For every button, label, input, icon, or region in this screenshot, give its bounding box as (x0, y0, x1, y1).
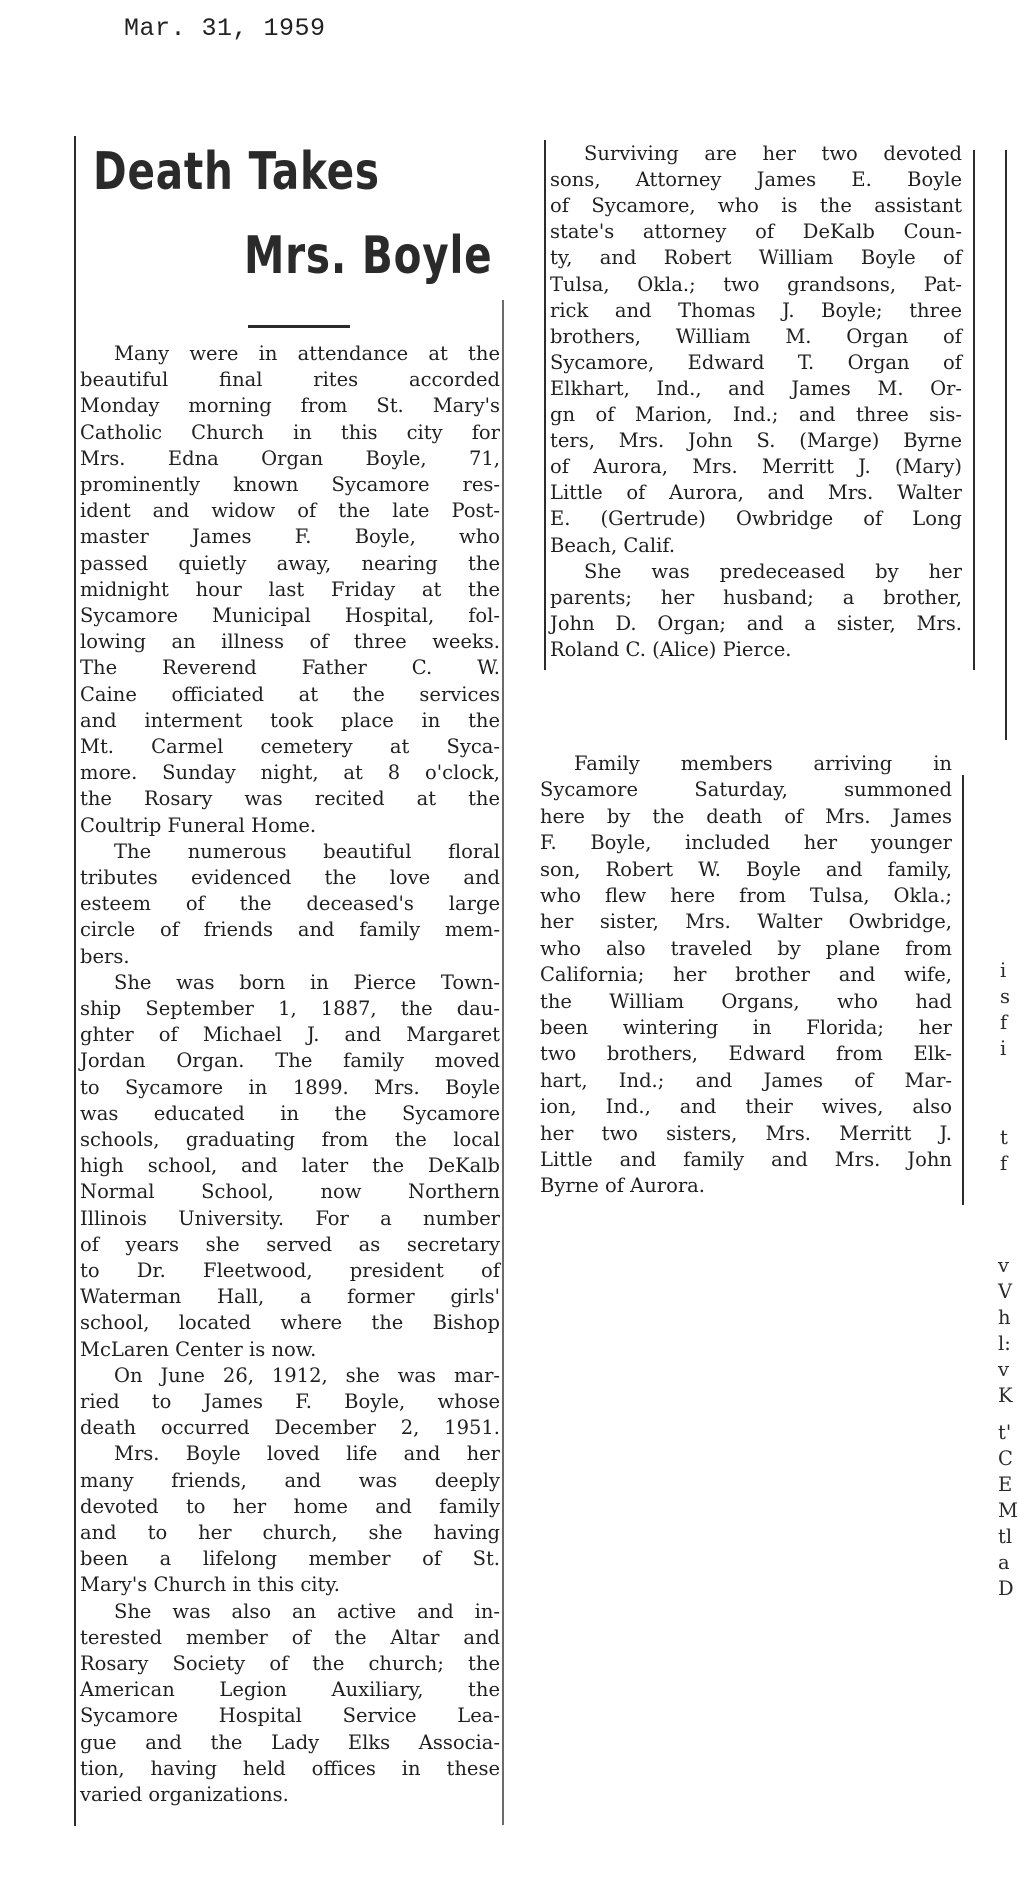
text-line: Mrs. Boyle loved life and her (114, 1442, 500, 1466)
text-line: and interment took place in the (80, 708, 500, 732)
text-line: On June 26, 1912, she was mar- (114, 1363, 500, 1387)
text-line: two brothers, Edward from Elk- (540, 1042, 952, 1066)
text-line: Normal School, now Northern (80, 1180, 500, 1204)
text-line: lowing an illness of three weeks. (80, 630, 500, 654)
headline-divider (248, 325, 350, 328)
text-line: schools, graduating from the local (80, 1128, 500, 1151)
text-line: Surviving are her two devoted (584, 142, 962, 165)
text-line: ghter of Michael J. and Margaret (80, 1023, 500, 1047)
text-line: Jordan Organ. The family moved (80, 1049, 500, 1073)
text-line: ident and widow of the late Post- (80, 499, 500, 523)
edge-fragment-char: M (998, 1499, 1018, 1522)
text-line: Mary's Church in this city. (80, 1573, 340, 1597)
text-line: F. Boyle, included her younger (540, 831, 952, 855)
text-line: Sycamore Hospital Service Lea- (80, 1704, 500, 1728)
text-line: ried to James F. Boyle, whose (80, 1390, 500, 1413)
text-line: bers. (80, 944, 130, 968)
text-line: her sister, Mrs. Walter Owbridge, (540, 910, 952, 934)
text-line: midnight hour last Friday at the (80, 577, 500, 601)
text-line: ty, and Robert William Boyle of (550, 246, 962, 270)
edge-fragment-char: V (998, 1280, 1013, 1303)
right-column-right-rule (973, 150, 975, 670)
edge-fragment-char: C (998, 1447, 1013, 1470)
edge-fragment-char: t' (998, 1421, 1012, 1444)
text-line: of Aurora, Mrs. Merritt J. (Mary) (550, 455, 962, 479)
text-line: rick and Thomas J. Boyle; three (550, 298, 962, 322)
far-right-rule (1005, 150, 1007, 740)
text-line: brothers, William M. Organ of (550, 324, 962, 348)
clipping-date: Mar. 31, 1959 (124, 14, 326, 43)
text-line: devoted to her home and family (80, 1494, 500, 1518)
text-line: Sycamore Municipal Hospital, fol- (80, 604, 500, 627)
text-line: Little and family and Mrs. John (540, 1148, 952, 1171)
edge-fragment-char: h (998, 1306, 1011, 1329)
text-line: Family members arriving in (574, 752, 952, 775)
text-line: Many were in attendance at the (114, 342, 500, 365)
text-line: terested member of the Altar and (80, 1625, 500, 1649)
right-column-bottom-rule (962, 775, 964, 1205)
text-line: was educated in the Sycamore (80, 1101, 500, 1125)
text-line: her two sisters, Mrs. Merritt J. (540, 1121, 952, 1145)
text-line: death occurred December 2, 1951. (80, 1416, 500, 1440)
headline-line-1: Death Takes (93, 142, 380, 202)
text-line: She was predeceased by her (584, 559, 962, 583)
headline-line-2: Mrs. Boyle (244, 226, 493, 286)
text-line: and to her church, she having (80, 1521, 500, 1544)
text-line: The numerous beautiful floral (114, 839, 500, 863)
text-line: circle of friends and family mem- (80, 918, 500, 942)
edge-fragment-group-4 (998, 1420, 1018, 1602)
text-line: Monday morning from St. Mary's (80, 394, 500, 418)
edge-fragment-char: K (998, 1384, 1013, 1407)
right-column-left-rule (544, 140, 546, 670)
text-line: Tulsa, Okla.; two grandsons, Pat- (550, 272, 962, 296)
text-line: who flew here from Tulsa, Okla.; (540, 884, 952, 907)
text-line: been a lifelong member of St. (80, 1547, 500, 1571)
text-line: Beach, Calif. (550, 533, 676, 557)
text-line: Little of Aurora, and Mrs. Walter (550, 481, 962, 505)
text-line: master James F. Boyle, who (80, 525, 500, 549)
text-line: tributes evidenced the love and (80, 866, 500, 889)
text-line: son, Robert W. Boyle and family, (540, 857, 952, 881)
text-line: the Rosary was recited at the (80, 787, 500, 811)
text-line: ion, Ind., and their wives, also (540, 1095, 952, 1119)
left-column-right-rule (502, 300, 504, 1825)
edge-fragment-char: l: (998, 1332, 1011, 1355)
left-column-rule (74, 136, 76, 1826)
edge-fragment-char: a (998, 1551, 1010, 1574)
text-line: She was born in Pierce Town- (114, 970, 500, 994)
text-line: ship September 1, 1887, the dau- (80, 997, 500, 1020)
text-line: Caine officiated at the services (80, 682, 500, 706)
edge-fragment-char: D (998, 1577, 1014, 1600)
text-line: varied organizations. (80, 1783, 289, 1806)
text-line: California; her brother and wife, (540, 963, 952, 987)
text-line: gue and the Lady Elks Associa- (80, 1730, 500, 1754)
text-line: prominently known Sycamore res- (80, 473, 500, 496)
edge-fragment-group-1 (1000, 958, 1010, 1062)
text-line: Roland C. (Alice) Pierce. (550, 637, 792, 661)
text-line: passed quietly away, nearing the (80, 551, 500, 575)
text-line: of Sycamore, who is the assistant (550, 194, 962, 218)
text-line: McLaren Center is now. (80, 1337, 317, 1361)
text-line: Coultrip Funeral Home. (80, 813, 317, 837)
text-line: gn of Marion, Ind.; and three sis- (550, 403, 962, 426)
text-line: school, located where the Bishop (80, 1311, 500, 1335)
text-line: more. Sunday night, at 8 o'clock, (80, 761, 500, 785)
text-line: E. (Gertrude) Owbridge of Long (550, 507, 962, 531)
text-line: to Dr. Fleetwood, president of (80, 1259, 500, 1282)
text-line: state's attorney of DeKalb Coun- (550, 220, 962, 244)
text-line: esteem of the deceased's large (80, 892, 500, 916)
text-line: Mt. Carmel cemetery at Syca- (80, 735, 500, 758)
edge-fragment-char: f (1000, 1011, 1008, 1034)
text-line: been wintering in Florida; her (540, 1016, 952, 1039)
edge-fragment-char: i (1000, 1037, 1007, 1060)
text-line: Mrs. Edna Organ Boyle, 71, (80, 446, 500, 470)
text-line: Waterman Hall, a former girls' (80, 1285, 500, 1309)
text-line: tion, having held offices in these (80, 1756, 500, 1780)
text-line: Elkhart, Ind., and James M. Or- (550, 376, 962, 400)
edge-fragment-char: i (1000, 959, 1007, 982)
edge-fragment-group-3 (998, 1253, 1013, 1409)
text-line: many friends, and was deeply (80, 1468, 500, 1492)
edge-fragment-char: E (998, 1473, 1013, 1496)
text-line: beautiful final rites accorded (80, 368, 500, 392)
text-line: to Sycamore in 1899. Mrs. Boyle (80, 1075, 500, 1099)
text-line: ters, Mrs. John S. (Marge) Byrne (550, 429, 962, 453)
text-line: Sycamore Saturday, summoned (540, 778, 952, 802)
edge-fragment-char: s (1000, 985, 1011, 1008)
text-line: hart, Ind.; and James of Mar- (540, 1068, 952, 1092)
text-line: The Reverend Father C. W. (80, 656, 500, 680)
text-line: American Legion Auxiliary, the (80, 1678, 500, 1702)
text-line: who also traveled by plane from (540, 936, 952, 960)
edge-fragment-group-2 (1000, 1125, 1008, 1177)
text-line: here by the death of Mrs. James (540, 804, 952, 828)
edge-fragment-char: f (1000, 1152, 1008, 1175)
text-line: high school, and later the DeKalb (80, 1154, 500, 1178)
text-line: Byrne of Aurora. (540, 1174, 705, 1198)
edge-fragment-char: v (998, 1358, 1010, 1381)
text-line: Catholic Church in this city for (80, 420, 500, 444)
text-line: John D. Organ; and a sister, Mrs. (550, 611, 962, 635)
text-line: parents; her husband; a brother, (550, 585, 962, 609)
text-line: She was also an active and in- (114, 1599, 500, 1623)
edge-fragment-char: t (1000, 1126, 1008, 1149)
edge-fragment-char: v (998, 1254, 1010, 1277)
text-line: the William Organs, who had (540, 989, 952, 1013)
text-line: Rosary Society of the church; the (80, 1652, 500, 1675)
text-line: Illinois University. For a number (80, 1206, 500, 1230)
text-line: of years she served as secretary (80, 1232, 500, 1256)
edge-fragment-char: tl (998, 1525, 1013, 1548)
text-line: sons, Attorney James E. Boyle (550, 168, 962, 192)
text-line: Sycamore, Edward T. Organ of (550, 350, 962, 374)
